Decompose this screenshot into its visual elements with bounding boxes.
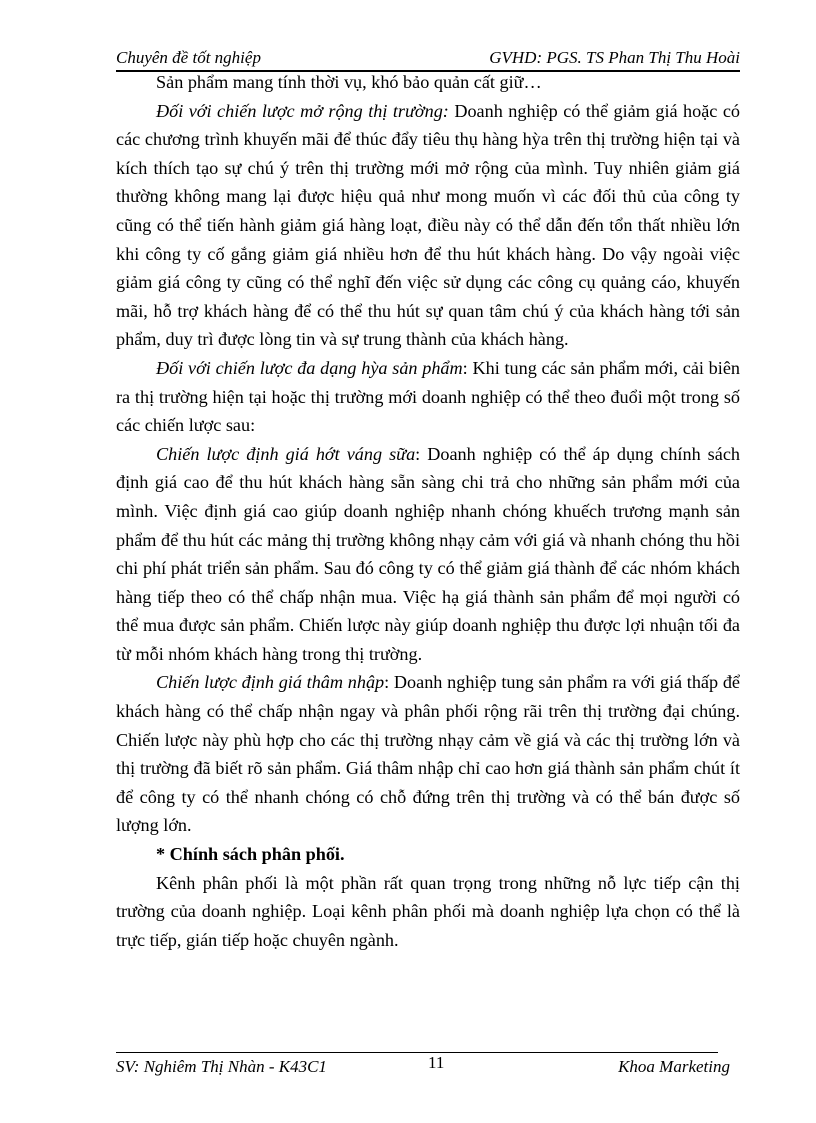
term-skimming-pricing: Chiến lược định giá hớt váng sữa: [156, 443, 416, 464]
footer-divider: [116, 1052, 718, 1053]
paragraph-product-diversification: [116, 354, 740, 440]
term-penetration-pricing: Chiến lược định giá thâm nhập: [156, 672, 385, 693]
paragraph-market-expansion: [116, 97, 740, 354]
paragraph-text: : Doanh nghiệp tung sản phẩm ra với giá thấp để khách hàng có thể chấp nhận ngay và phân phối rộng rãi trên thị trường đại chúng. Chiến lược này phù hợp cho các thị trường nhạy cảm về giá và các thị trường lớn và thị trường đã biết rõ sản phẩm. Giá thâm nhập chỉ cao hơn giá thành sản phẩm chút ít để công ty có thể nhanh chóng có chỗ đứng trên thị trường và có thể bán được số lượng lớn.: [116, 672, 740, 836]
paragraph-text: : Khi tung các sản phẩm mới, cải biên ra thị trường hiện tại hoặc thị trường mới doanh nghiệp có thể theo đuổi một trong số các chiến lược sau:: [116, 357, 740, 436]
header-course-title: Chuyên đề tốt nghiệp: [116, 48, 261, 67]
paragraph-0: Sản phẩm mang tính thời vụ, khó bảo quản cất giữ…: [156, 72, 542, 92]
paragraph-penetration-pricing: [116, 668, 740, 840]
header-supervisor: GVHD: PGS. TS Phan Thị Thu Hoài: [489, 48, 740, 67]
section-heading-distribution: * Chính sách phân phối.: [156, 844, 345, 865]
document-body: [116, 68, 740, 954]
term-product-diversification: Đối với chiến lược đa dạng hỳa sản phẩm: [156, 357, 463, 378]
paragraph-text: : Doanh nghiệp có thể áp dụng chính sách định giá cao để thu hút khách hàng sẵn sàng chi trả cho những sản phẩm mới của mình. Việc định giá cao giúp doanh nghiệp nhanh chóng khuếch trương mạnh sản phẩm để thu hút các mảng thị trường không nhạy cảm với giá và nhanh chóng thu hồi chi phí phát triển sản phẩm. Sau đó công ty có thể giảm giá thành để các nhóm khách hàng tiếp theo có thể chấp nhận mua. Việc hạ giá thành sản phẩm để mọi người có thể mua được sản phẩm. Chiến lược này giúp doanh nghiệp thu được lợi nhuận tối đa từ mỗi nhóm khách hàng trong thị trường.: [116, 443, 740, 664]
page-footer: [116, 1054, 730, 1080]
page-number: 11: [428, 1053, 445, 1072]
paragraph-distribution: Kênh phân phối là một phần rất quan trọng trong những nỗ lực tiếp cận thị trường của doanh nghiệp. Loại kênh phân phối mà doanh nghiệp lựa chọn có thể là trực tiếp, gián tiếp hoặc chuyên ngành.: [116, 872, 740, 950]
paragraph-skimming-pricing: [116, 440, 740, 669]
paragraph-text: Doanh nghiệp có thể giảm giá hoặc có các chương trình khuyến mãi để thúc đẩy tiêu thụ hàng hỳa trên thị trường hiện tại và kích thích tạo sự chú ý trên thị trường mới mở rộng của mình. Tuy nhiên giảm giá thường không mang lại được hiệu quả như mong muốn vì các đối thủ của công ty cũng có thể tiến hành giảm giá hàng loạt, điều này có thể dẫn đến tổn thất nhiều lớn khi công ty cố gắng giảm giá nhiều hơn để thu hút khách hàng. Do vậy ngoài việc giảm giá công ty cũng có thể nghĩ đến việc sử dụng các công cụ quảng cáo, khuyến mãi, hỗ trợ khách hàng để có thể thu hút sự quan tâm chú ý của khách hàng tới sản phẩm, duy trì được lòng tin và sự trung thành của khách hàng.: [116, 100, 741, 350]
footer-student: SV: Nghiêm Thị Nhàn - K43C1: [116, 1057, 327, 1076]
footer-faculty: Khoa Marketing: [618, 1057, 730, 1076]
term-market-expansion: Đối với chiến lược mở rộng thị trường:: [156, 100, 449, 121]
